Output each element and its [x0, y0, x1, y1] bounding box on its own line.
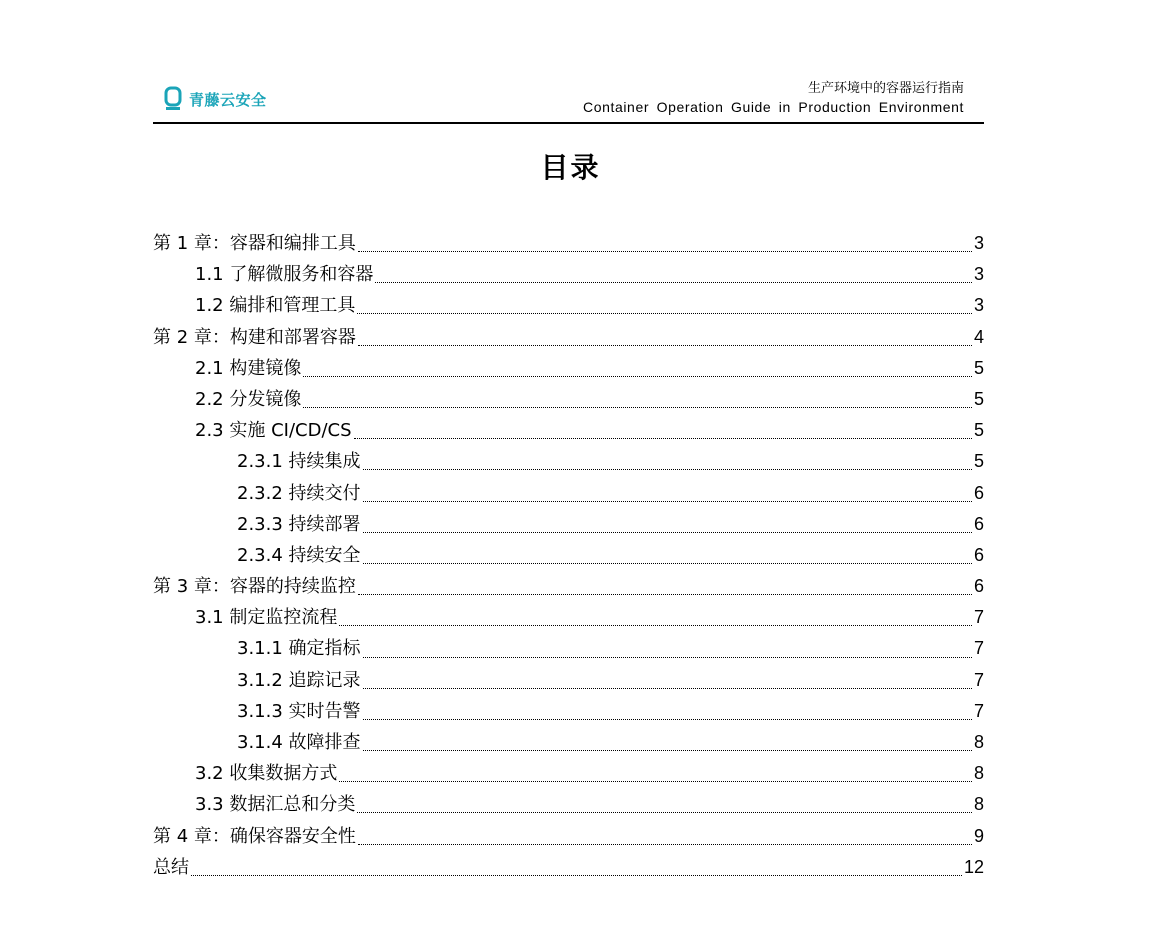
- toc-entry-label: 3.1.2 追踪记录: [237, 669, 361, 691]
- toc-entry[interactable]: [153, 353, 984, 384]
- logo: [163, 86, 267, 112]
- toc-dot-leader: [363, 688, 972, 689]
- toc-entry[interactable]: [153, 446, 984, 477]
- toc-dot-leader: [191, 875, 962, 876]
- toc-entry[interactable]: [153, 509, 984, 540]
- toc-entry[interactable]: [153, 540, 984, 571]
- toc-entry[interactable]: [153, 727, 984, 758]
- toc-entry[interactable]: [153, 571, 984, 602]
- toc-entry[interactable]: [153, 228, 984, 259]
- toc-dot-leader: [354, 438, 972, 439]
- toc-entry[interactable]: [153, 696, 984, 727]
- toc-entry-page-number: 5: [973, 420, 984, 441]
- toc-dot-leader: [357, 812, 972, 813]
- toc-entry[interactable]: [153, 758, 984, 789]
- toc-entry[interactable]: [153, 821, 984, 852]
- toc-entry-label: 2.3.1 持续集成: [237, 451, 361, 473]
- table-of-contents: [153, 228, 984, 883]
- toc-entry-label: 2.2 分发镜像: [195, 388, 302, 410]
- qingteng-logo-icon: [163, 86, 183, 112]
- toc-entry-page-number: 8: [973, 763, 984, 784]
- toc-entry-page-number: 7: [973, 638, 984, 659]
- toc-entry[interactable]: [153, 665, 984, 696]
- toc-entry-label: 3.1 制定监控流程: [195, 607, 338, 629]
- toc-entry-page-number: 5: [973, 357, 984, 378]
- toc-entry-page-number: 5: [973, 451, 984, 472]
- toc-entry-page-number: 9: [973, 825, 984, 846]
- toc-dot-leader: [339, 625, 972, 626]
- page-header: [153, 78, 984, 124]
- toc-entry-page-number: 6: [973, 544, 984, 565]
- toc-entry-page-number: 3: [973, 264, 984, 285]
- toc-dot-leader: [303, 376, 972, 377]
- toc-entry-label: 总结: [153, 856, 189, 878]
- page-title: 目录: [540, 151, 601, 184]
- toc-entry[interactable]: [153, 789, 984, 820]
- toc-entry-page-number: 7: [973, 669, 984, 690]
- toc-entry[interactable]: [153, 415, 984, 446]
- toc-dot-leader: [363, 750, 972, 751]
- toc-entry-page-number: 8: [973, 732, 984, 752]
- toc-entry-label: 3.3 数据汇总和分类: [195, 794, 356, 816]
- toc-dot-leader: [363, 563, 972, 564]
- toc-dot-leader: [358, 594, 972, 595]
- toc-dot-leader: [363, 532, 972, 533]
- document-title-zh: 生产环境中的容器运行指南: [807, 81, 964, 96]
- toc-dot-leader: [363, 657, 972, 658]
- toc-entry[interactable]: [153, 633, 984, 664]
- toc-entry-page-number: 8: [973, 794, 984, 815]
- toc-entry-label: 3.2 收集数据方式: [195, 763, 338, 785]
- toc-dot-leader: [339, 781, 972, 782]
- toc-entry-label: 第 4 章：确保容器安全性: [153, 825, 356, 847]
- toc-entry-page-number: 7: [973, 700, 984, 721]
- toc-dot-leader: [357, 313, 972, 314]
- toc-entry-page-number: 6: [973, 482, 984, 503]
- toc-entry-label: 2.3 实施 CI/CD/CS: [195, 420, 352, 442]
- toc-entry-page-number: 12: [963, 856, 984, 877]
- toc-dot-leader: [358, 251, 972, 252]
- toc-dot-leader: [363, 469, 972, 470]
- document-title-block: [583, 80, 964, 116]
- toc-entry-label: 3.1.1 确定指标: [237, 638, 361, 660]
- toc-entry-label: 2.3.3 持续部署: [237, 513, 361, 535]
- toc-entry-page-number: 4: [973, 326, 984, 347]
- toc-entry-label: 3.1.3 实时告警: [237, 700, 361, 722]
- toc-entry-label: 1.2 编排和管理工具: [195, 295, 356, 317]
- toc-entry-page-number: 6: [973, 576, 984, 597]
- toc-entry[interactable]: [153, 384, 984, 415]
- toc-entry-page-number: 3: [973, 233, 984, 253]
- toc-entry-label: 2.3.2 持续交付: [237, 482, 361, 504]
- toc-entry[interactable]: [153, 259, 984, 290]
- logo-text: 青藤云安全: [189, 90, 267, 109]
- toc-entry-page-number: 3: [973, 295, 984, 316]
- toc-entry-page-number: 6: [973, 513, 984, 534]
- toc-entry-label: 第 3 章：容器的持续监控: [153, 576, 356, 598]
- toc-dot-leader: [358, 844, 972, 845]
- toc-entry[interactable]: [153, 852, 984, 883]
- toc-entry-label: 1.1 了解微服务和容器: [195, 264, 374, 286]
- toc-entry-label: 第 2 章：构建和部署容器: [153, 326, 356, 348]
- toc-entry-label: 2.1 构建镜像: [195, 357, 302, 379]
- document-title-en: Container Operation Guide in Production Environment: [582, 99, 964, 115]
- toc-dot-leader: [375, 282, 972, 283]
- toc-entry-label: 2.3.4 持续安全: [237, 544, 361, 566]
- toc-dot-leader: [303, 407, 972, 408]
- toc-entry[interactable]: [153, 478, 984, 509]
- toc-entry-label: 第 1 章：容器和编排工具: [153, 233, 356, 254]
- toc-entry[interactable]: [153, 290, 984, 321]
- toc-entry-page-number: 5: [973, 388, 984, 409]
- toc-dot-leader: [363, 501, 972, 502]
- toc-dot-leader: [358, 345, 972, 346]
- toc-entry[interactable]: [153, 602, 984, 633]
- toc-dot-leader: [363, 719, 972, 720]
- toc-entry[interactable]: [153, 322, 984, 353]
- toc-entry-page-number: 7: [973, 607, 984, 628]
- toc-entry-label: 3.1.4 故障排查: [237, 732, 361, 753]
